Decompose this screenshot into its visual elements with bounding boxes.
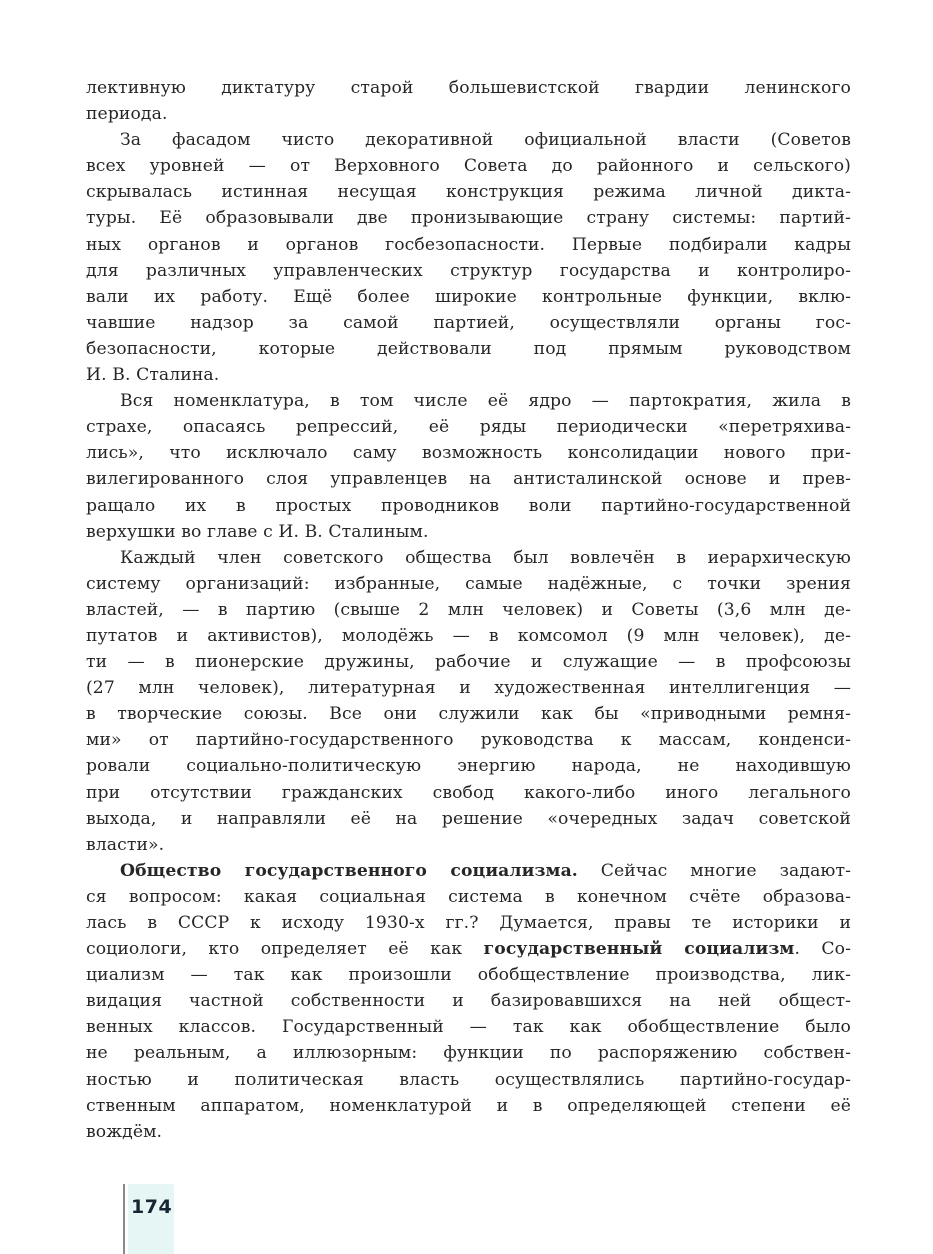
text-line [86,571,851,597]
folio-rule [123,1184,125,1254]
text-line [86,101,851,127]
body-text [86,75,851,1145]
line-text: вали их работу. Ещё более широкие контрольные функции, вклю- [86,286,851,307]
text-line [86,727,851,753]
paragraph-facade-of-power [86,127,851,388]
line-text: ти — в пионерские дружины, рабочие и служащие — в профсоюзы [86,652,851,673]
text-line [86,806,851,832]
page-number-box [128,1184,174,1254]
text-line [86,232,851,258]
text-line [86,414,851,440]
bold-term: государственный социализм [483,939,795,960]
text-line [86,336,851,362]
line-text: ностью и политическая власть осуществлялись партийно-государ- [86,1069,851,1090]
text-line [86,284,851,310]
line-text: скрывалась истинная несущая конструкция режима личной дикта- [86,182,851,203]
line-text: (27 млн человек), литературная и художественная интеллигенция — [86,678,851,699]
text-line [86,832,851,858]
text-line [86,1014,851,1040]
text-line [86,545,851,571]
line-text: выхода, и направляли её на решение «очередных задач советской [86,808,851,829]
text-line [86,1067,851,1093]
text-line [86,258,851,284]
page-number: 174 [131,1196,173,1218]
text-line [86,988,851,1014]
text-line [86,75,851,101]
line-text: систему организаций: избранные, самые надёжные, с точки зрения [86,573,851,594]
line-text: ровали социально-политическую энергию народа, не находившую [86,756,851,777]
line-text: видация частной собственности и базировавшихся на ней общест- [86,991,851,1012]
line-text: чавшие надзор за самой партией, осуществляли органы гос- [86,312,851,333]
line-text: безопасности, которые действовали под прямым руководством [86,338,851,359]
line-text: туры. Её образовывали две пронизывающие страну системы: партий- [86,208,851,229]
text-line [86,493,851,519]
paragraph-nomenklatura [86,388,851,545]
text-line [86,884,851,910]
text-line [86,675,851,701]
paragraph-hierarchy-of-organizations [86,545,851,858]
text-line [86,910,851,936]
line-text: ных органов и органов госбезопасности. Первые подбирали кадры [86,234,851,255]
text-line [86,440,851,466]
text-line [86,310,851,336]
line-text: За фасадом чисто декоративной официальной власти (Советов [120,130,851,151]
text-line [86,753,851,779]
text-line [86,153,851,179]
text-line [86,597,851,623]
bold-term: Общество государственного социализма. [120,860,578,881]
text-line [86,179,851,205]
text-line [86,127,851,153]
line-text: лись», что исключало саму возможность консолидации нового при- [86,443,851,464]
text-line [86,388,851,414]
text-line [86,1093,851,1119]
line-text: вождём. [86,1121,163,1142]
line-text: власти». [86,834,165,855]
text-line [86,519,851,545]
text-line [86,623,851,649]
line-text: ственным аппаратом, номенклатурой и в определяющей степени её [86,1095,851,1116]
line-text: периода. [86,104,168,125]
text-line [86,205,851,231]
line-text: циализм — так как произошли обобществление производства, лик- [86,965,851,986]
line-text: всех уровней — от Верховного Совета до районного и сельского) [86,156,851,177]
text-line [86,466,851,492]
line-text: Вся номенклатура, в том числе её ядро — партократия, жила в [120,391,851,412]
text-line [86,1119,851,1145]
line-text: властей, — в партию (свыше 2 млн человек) и Советы (3,6 млн де- [86,599,851,620]
text-line [86,962,851,988]
text-line [86,780,851,806]
line-text: при отсутствии гражданских свобод какого-либо иного легального [86,782,851,803]
line-text: лась в СССР к исходу 1930-х гг.? Думается, правы те историки и [86,913,851,933]
line-text: Каждый член советского общества был вовлечён в иерархическую [120,547,851,568]
line-text: И. В. Сталина. [86,365,220,386]
line-text: вилегированного слоя управленцев на антисталинской основе и прев- [86,469,851,490]
text-line [86,701,851,727]
line-text: страхе, опасаясь репрессий, её ряды периодически «перетряхива- [86,417,851,438]
line-text: не реальным, а иллюзорным: функции по распоряжению собствен- [86,1043,851,1064]
line-text: ми» от партийно-государственного руководства к массам, конденси- [86,730,851,751]
line-text: в творческие союзы. Все они служили как бы «приводными ремня- [86,704,851,725]
text-line [86,1040,851,1066]
text-line [86,649,851,675]
paragraph-continuation [86,75,851,127]
line-text: венных классов. Государственный — так как обобществление было [86,1017,851,1038]
line-text: ращало их в простых проводников воли партийно-государственной [86,495,851,516]
text-line [86,936,851,962]
text-line [86,362,851,388]
line-text: верхушки во главе с И. В. Сталиным. [86,521,429,542]
line-text: лективную диктатуру старой большевистской гвардии ленинского [86,78,851,98]
line-text: путатов и активистов), молодёжь — в комсомол (9 млн человек), де- [86,625,851,646]
line-text: ся вопросом: какая социальная система в конечном счёте образова- [86,886,851,907]
line-text: для различных управленческих структур государства и контролиро- [86,260,851,281]
line-text: Сейчас многие задают- [577,860,851,881]
text-line [86,858,851,884]
paragraph-state-socialism [86,858,851,1145]
line-text: социологи, кто определяет её как [86,939,484,960]
line-text: . Со- [794,939,852,960]
